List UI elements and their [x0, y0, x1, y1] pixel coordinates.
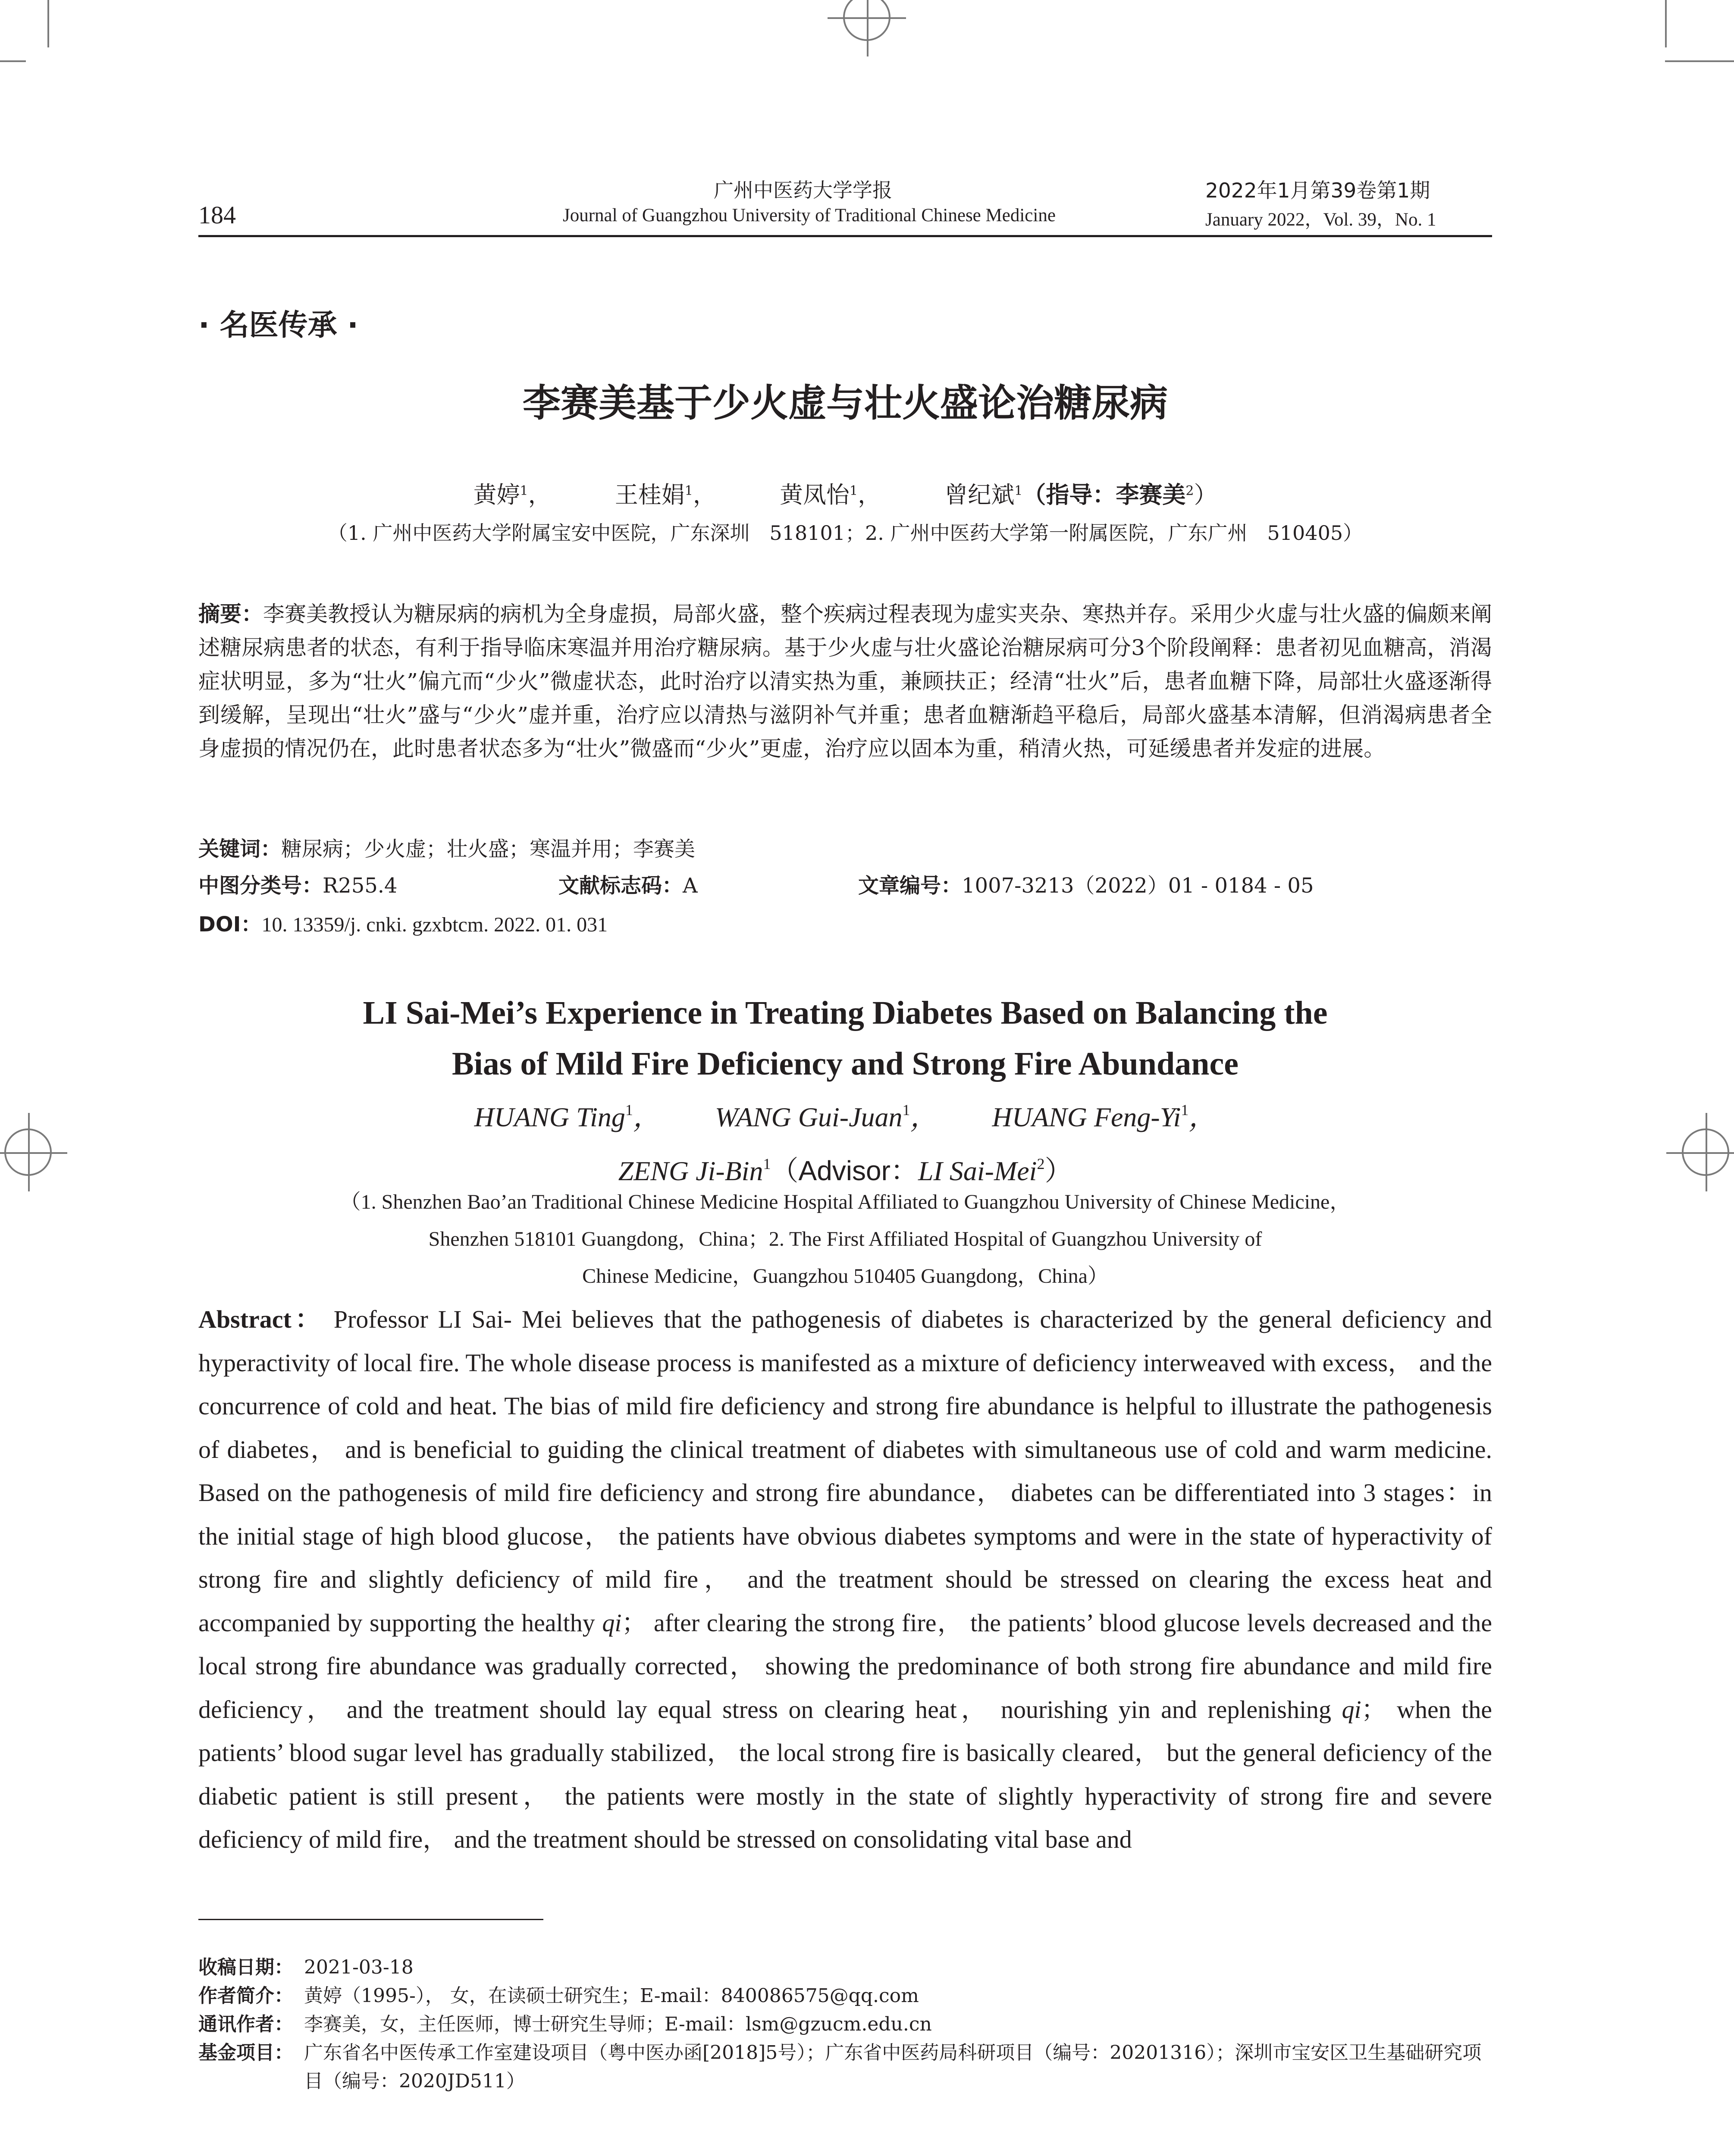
title-en-line: Bias of Mild Fire Deficiency and Strong Fire Abundance: [452, 1046, 1239, 1082]
footnote-text: 李赛美，女，主任医师，博士研究生导师；E-mail：lsm@gzucm.edu.cn: [304, 2013, 932, 2035]
author-name: HUANG Feng-Yi: [992, 1102, 1181, 1132]
author-name: 黄婷: [473, 481, 520, 508]
article-number: [858, 869, 1314, 899]
author-name: 黄凤怡: [780, 481, 850, 508]
footnote-received: [198, 1953, 1492, 1982]
clc-number: [198, 869, 398, 899]
column-name: · 名医传承 ·: [198, 308, 359, 342]
author-list-cn: 黄婷$^1$， 王桂娟$^1$， 黄凤怡$^1$， 曾纪斌$^1$（指导：李赛美$^2$）: [473, 481, 1217, 508]
advisor-close: ）: [1194, 481, 1217, 508]
page-number: 184: [198, 201, 236, 229]
affiliation-line: Shenzhen 518101 Guangdong，China；2. The First Affiliated Hospital of Guangzhou University of: [428, 1228, 1262, 1250]
abstract-en: [198, 1298, 1492, 1861]
footnote-label: 基金项目：: [198, 2042, 293, 2064]
affiliation-marker: 1: [763, 1155, 771, 1172]
keywords-cn: [198, 832, 1492, 862]
keywords-text: 糖尿病；少火虚；壮火盛；寒温并用；李赛美: [281, 837, 696, 861]
affiliation-marker: 1: [1181, 1101, 1189, 1119]
affiliations-en: [198, 1184, 1492, 1295]
author-name: ZENG Ji-Bin: [618, 1156, 763, 1186]
issue-date-cn: 2022年1月第39卷第1期: [1205, 179, 1430, 203]
footnote-label: 收稿日期：: [198, 1956, 293, 1978]
affiliation-line: （1. Shenzhen Bao’an Traditional Chinese Medicine Hospital Affiliated to Guangzhou University of Chinese Medicine，: [340, 1191, 1351, 1213]
abstract-text: 李赛美教授认为糖尿病的病机为全身虚损，局部火盛，整个疾病过程表现为虚实夹杂、寒热并存。采用少火虚与壮火盛的偏颇来阐述糖尿病患者的状态，有利于指导临床寒温并用治疗糖尿病。基于少火虚与壮火盛论治糖尿病可分3个阶段阐释：患者初见血糖高，消渴症状明显，多为“壮火”偏亢而“少火”微虚状态，此时治疗以清实热为重，兼顾扶正；经清“壮火”后，患者血糖下降，局部壮火盛逐渐得到缓解，呈现出“壮火”盛与“少火”虚并重，治疗应以清热与滋阴补气并重；患者血糖渐趋平稳后，局部火盛基本清解，但消渴病患者全身虚损的情况仍在，此时患者状态多为“壮火”微盛而“少火”更虚，治疗应以固本为重，稍清火热，可延缓患者并发症的进展。: [198, 602, 1492, 761]
advisor-close: ）: [1044, 1155, 1072, 1186]
art-label: 文章编号：: [858, 874, 962, 898]
author-name: 曾纪斌: [944, 481, 1015, 508]
doi-value: 10. 13359/j. cnki. gzxbtcm. 2022. 01. 031: [261, 913, 608, 936]
affiliation-marker: 1: [684, 483, 693, 498]
registration-mark-icon: [1682, 1128, 1729, 1176]
italic-term: qi: [1342, 1695, 1361, 1724]
header-rule: [198, 235, 1492, 237]
advisor-name: LI Sai-Mei: [918, 1156, 1037, 1186]
italic-term: qi: [602, 1608, 622, 1637]
footnote-funding: [198, 2039, 1492, 2096]
abstract-label: Abstract：: [198, 1305, 324, 1333]
author-name: 王桂娟: [615, 481, 685, 508]
doc-value: A: [683, 874, 698, 898]
abstract-text: Professor LI Sai- Mei believes that the pathogenesis of diabetes is characterized by the general deficiency and hyperactivity of local fire. The whole disease process is manifested as a mixture of deficiency interweaved with excess， and the concurrence of cold and heat. The bias of mild fire deficiency and strong fire abundance is helpful to illustrate the pathogenesis of diabetes， and is beneficial to guiding the clinical treatment of diabetes with simultaneous use of cold and warm medicine. Based on the pathogenesis of mild fire deficiency and strong fire abundance， diabetes can be differentiated into 3 stages：in the initial stage of high blood glucose， the patients have obvious diabetes symptoms and were in the state of hyperactivity of strong fire and slightly deficiency of mild fire， and the treatment should be stressed on clearing the excess heat and accompanied by supporting the healthy: [198, 1305, 1493, 1637]
footnote-rule: [198, 1919, 543, 1920]
article-title-en: [198, 987, 1492, 1089]
affiliation-marker: 1: [1014, 483, 1023, 498]
affiliation-line: Chinese Medicine，Guangzhou 510405 Guangdong，China）: [582, 1265, 1108, 1288]
journal-name-cn: 广州中医药大学学报: [714, 179, 892, 202]
document-code: [558, 869, 698, 899]
crop-mark: [0, 60, 26, 62]
footnote-author: [198, 1982, 1492, 2010]
issue-date-en: January 2022，Vol. 39，No. 1: [1205, 210, 1436, 230]
classification-row: [198, 869, 1492, 899]
clc-label: 中图分类号：: [198, 874, 323, 898]
running-header: [198, 175, 1492, 237]
crop-mark: [1665, 0, 1667, 47]
author-list-en: HUANG Ting$^1$， WANG Gui-Juan$^1$， HUANG Feng-Yi$^1$， ZENG Ji-Bin$^1$（Advisor：LI Sai-Mei$^2$）: [474, 1101, 1217, 1186]
author-name: WANG Gui-Juan: [715, 1102, 903, 1132]
doi-label: DOI：: [198, 912, 262, 937]
footnote-text: 黄婷（1995-）， 女，在读硕士研究生；E-mail：840086575@qq.com: [304, 1985, 919, 2007]
doi: [198, 908, 1492, 937]
affiliation-marker: 1: [520, 483, 528, 498]
abstract-cn: [198, 597, 1492, 765]
affiliation-marker: 2: [1037, 1155, 1045, 1172]
affiliations-cn: （1. 广州中医药大学附属宝安中医院，广东深圳 518101；2. 广州中医药大学第一附属医院，广东广州 510405）: [327, 521, 1363, 545]
advisor-label: （Advisor：: [771, 1155, 918, 1186]
affiliation-marker: 1: [625, 1101, 633, 1119]
author-name: HUANG Ting: [474, 1102, 625, 1132]
article-title-cn: 李赛美基于少火虚与壮火盛论治糖尿病: [522, 381, 1168, 425]
crop-mark: [1665, 60, 1734, 62]
registration-mark-icon: [843, 0, 891, 41]
art-value: 1007-3213（2022）01 - 0184 - 05: [962, 874, 1314, 898]
footnote-text: 广东省名中医传承工作室建设项目（粤中医办函[2018]5号）；广东省中医药局科研项目（编号：20201316）；深圳市宝安区卫生基础研究项目（编号：2020JD511）: [304, 2042, 1482, 2092]
doc-label: 文献标志码：: [558, 874, 683, 898]
abstract-label: 摘要：: [198, 602, 263, 627]
affiliation-marker: 2: [1185, 483, 1194, 498]
clc-value: R255.4: [323, 874, 398, 898]
footnote-label: 作者简介：: [198, 1985, 293, 2007]
abstract-text: ； after clearing the strong fire， the patients’ blood glucose levels decreased and the local strong fire abundance was gradually corrected， showing the predominance of both strong fire abundance and mild fire deficiency， and the treatment should lay equal stress on clearing heat， nourishing yin and replenishing: [198, 1608, 1492, 1724]
registration-mark-icon: [4, 1128, 52, 1176]
footnote-text: 2021-03-18: [304, 1956, 414, 1978]
affiliation-marker: 1: [902, 1101, 910, 1119]
keywords-label: 关键词：: [198, 837, 282, 861]
crop-mark: [47, 0, 49, 47]
advisor-label: （指导：李赛美: [1022, 481, 1186, 508]
journal-name-en: Journal of Guangzhou University of Traditional Chinese Medicine: [563, 205, 1056, 226]
abstract-text: ； when the patients’ blood sugar level has gradually stabilized， the local strong fire is basically cleared， but the general deficiency of the diabetic patient is still present， the patients were mostly in the state of slightly hyperactivity of strong fire and severe deficiency of mild fire， and the treatment should be stressed on consolidating vital base and: [198, 1695, 1492, 1853]
footnote-correspondence: [198, 2010, 1492, 2039]
affiliation-marker: 1: [850, 483, 858, 498]
footnote-label: 通讯作者：: [198, 2013, 293, 2035]
title-en-line: LI Sai-Mei’s Experience in Treating Diabetes Based on Balancing the: [363, 995, 1328, 1031]
